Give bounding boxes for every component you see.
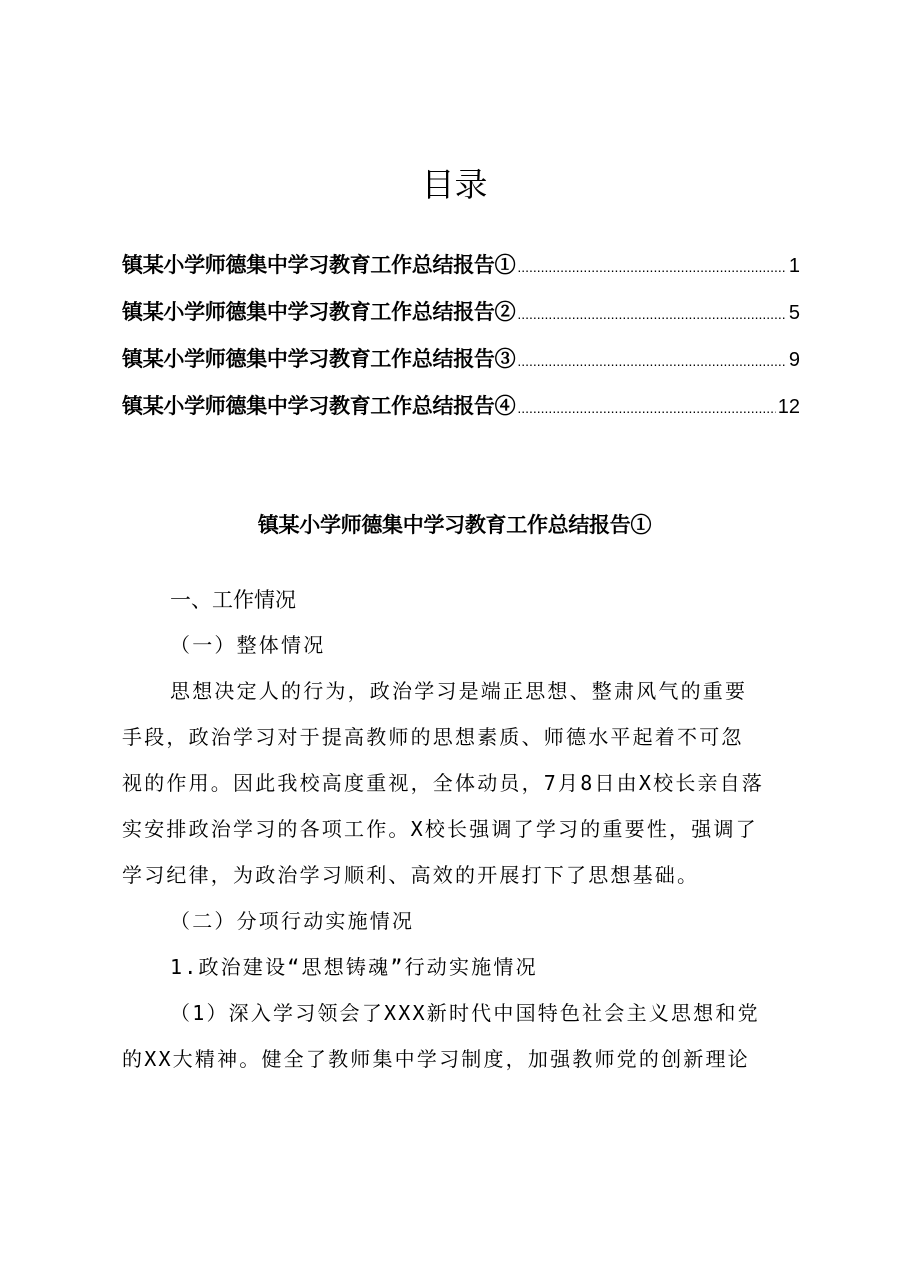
toc-entry-page: 9 <box>788 349 800 371</box>
section-heading: 一、工作情况 <box>170 588 296 612</box>
toc-entry-text: 镇某小学师德集中学习教育工作总结报告③ <box>122 346 516 371</box>
toc-entry[interactable] <box>122 244 800 291</box>
toc-entry-text: 镇某小学师德集中学习教育工作总结报告④ <box>122 393 516 418</box>
subsection-heading: （二）分项行动实施情况 <box>170 909 415 933</box>
paragraph-line: 实安排政治学习的各项工作。X校长强调了学习的重要性，强调了 <box>122 817 758 841</box>
toc-leader-dots <box>517 293 787 335</box>
toc-leader-dots <box>517 246 787 288</box>
paragraph-line: 思想决定人的行为，政治学习是端正思想、整肃风气的重要 <box>170 679 748 703</box>
paragraph-line: 视的作用。因此我校高度重视，全体动员，7月8日由X校长亲自落 <box>122 771 765 795</box>
section-body <box>122 622 822 1082</box>
toc-entry-page: 1 <box>788 255 800 277</box>
paragraph-line: 的XX大精神。健全了教师集中学习制度，加强教师党的创新理论 <box>122 1047 750 1071</box>
toc-title: 目录 <box>421 165 488 204</box>
toc-entry[interactable] <box>122 338 800 385</box>
toc-leader-dots <box>517 340 787 382</box>
toc-entry[interactable] <box>122 291 800 338</box>
toc-entry-page: 12 <box>777 396 800 418</box>
toc-entry-page: 5 <box>788 302 800 324</box>
paragraph-line: （1）深入学习领会了XXX新时代中国特色社会主义思想和党 <box>170 1001 760 1025</box>
toc-entry[interactable] <box>122 385 800 432</box>
toc-entry-text: 镇某小学师德集中学习教育工作总结报告① <box>122 252 516 277</box>
table-of-contents <box>122 244 800 432</box>
paragraph-line: 学习纪律，为政治学习顺利、高效的开展打下了思想基础。 <box>122 863 700 887</box>
toc-leader-dots <box>517 387 775 429</box>
list-item-heading: 1.政治建设“思想铸魂”行动实施情况 <box>170 955 538 979</box>
toc-entry-text: 镇某小学师德集中学习教育工作总结报告② <box>122 299 516 324</box>
paragraph-line: 手段，政治学习对于提高教师的思想素质、师德水平起着不可忽 <box>122 725 744 749</box>
subsection-heading: （一）整体情况 <box>170 633 326 657</box>
document-title: 镇某小学师德集中学习教育工作总结报告① <box>257 512 652 537</box>
